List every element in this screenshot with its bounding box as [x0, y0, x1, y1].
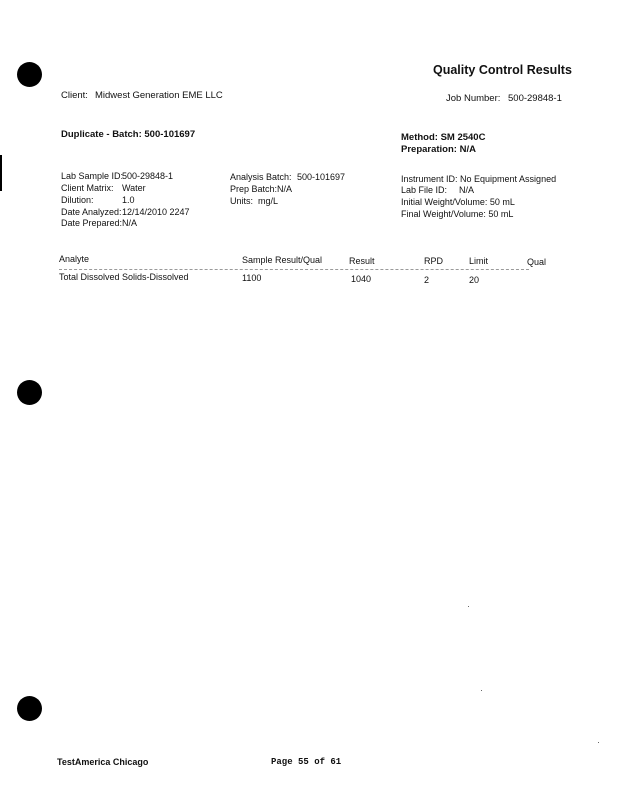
dilution-label: Dilution: — [61, 195, 94, 205]
date-prepared-value: N/A — [122, 218, 138, 228]
footer-page-number: Page 55 of 61 — [271, 757, 342, 767]
margin-mark — [0, 155, 2, 191]
binder-hole-middle — [17, 380, 42, 405]
report-title: Quality Control Results — [433, 63, 572, 77]
lab-sample-id-value: 500-29848-1 — [122, 171, 174, 181]
job-number-label: Job Number: — [446, 93, 501, 104]
dilution-value: 1.0 — [122, 195, 135, 205]
client-label: Client: — [61, 90, 88, 101]
job-number-value: 500-29848-1 — [508, 93, 562, 104]
scan-speck — [481, 690, 482, 691]
col-header-rpd: RPD — [424, 256, 444, 266]
method-text: Method: SM 2540C — [401, 132, 486, 143]
units-value: mg/L — [258, 196, 279, 206]
cell-sample-result: 1100 — [242, 273, 262, 283]
analysis-batch-value: 500-101697 — [297, 172, 346, 182]
scan-speck — [468, 606, 469, 607]
cell-analyte: Total Dissolved Solids-Dissolved — [59, 272, 189, 282]
lab-file-id-label: Lab File ID: — [401, 185, 448, 195]
col-header-analyte: Analyte — [59, 254, 90, 264]
col-header-sample-result: Sample Result/Qual — [242, 255, 323, 265]
col-header-qual: Qual — [527, 257, 547, 267]
prep-batch-label: Prep Batch: — [230, 184, 278, 194]
units-label: Units: — [230, 196, 254, 206]
header-divider — [59, 269, 529, 270]
client-matrix-value: Water — [122, 183, 146, 193]
instrument-id: Instrument ID: No Equipment Assigned — [401, 174, 557, 184]
client-value: Midwest Generation EME LLC — [95, 90, 223, 101]
cell-limit: 20 — [469, 275, 480, 285]
col-header-limit: Limit — [469, 256, 489, 266]
lab-file-id-value: N/A — [459, 185, 475, 195]
batch-heading: Duplicate - Batch: 500-101697 — [61, 129, 196, 140]
binder-hole-top — [17, 62, 42, 87]
cell-rpd: 2 — [424, 275, 430, 285]
date-prepared-label: Date Prepared: — [61, 218, 123, 228]
date-analyzed-label: Date Analyzed: — [61, 207, 122, 217]
binder-hole-bottom — [17, 696, 42, 721]
date-analyzed-value: 12/14/2010 2247 — [122, 207, 190, 217]
table-row — [0, 272, 618, 284]
lab-sample-id-label: Lab Sample ID: — [61, 171, 124, 181]
analysis-batch-label: Analysis Batch: — [230, 172, 292, 182]
prep-batch-value: N/A — [277, 184, 293, 194]
preparation-text: Preparation: N/A — [401, 144, 476, 155]
footer-lab-name: TestAmerica Chicago — [57, 757, 149, 767]
scan-speck — [598, 742, 599, 743]
cell-result: 1040 — [351, 274, 372, 284]
final-weight-volume: Final Weight/Volume: 50 mL — [401, 209, 514, 219]
initial-weight-volume: Initial Weight/Volume: 50 mL — [401, 197, 515, 207]
col-header-result: Result — [349, 256, 375, 266]
client-matrix-label: Client Matrix: — [61, 183, 114, 193]
